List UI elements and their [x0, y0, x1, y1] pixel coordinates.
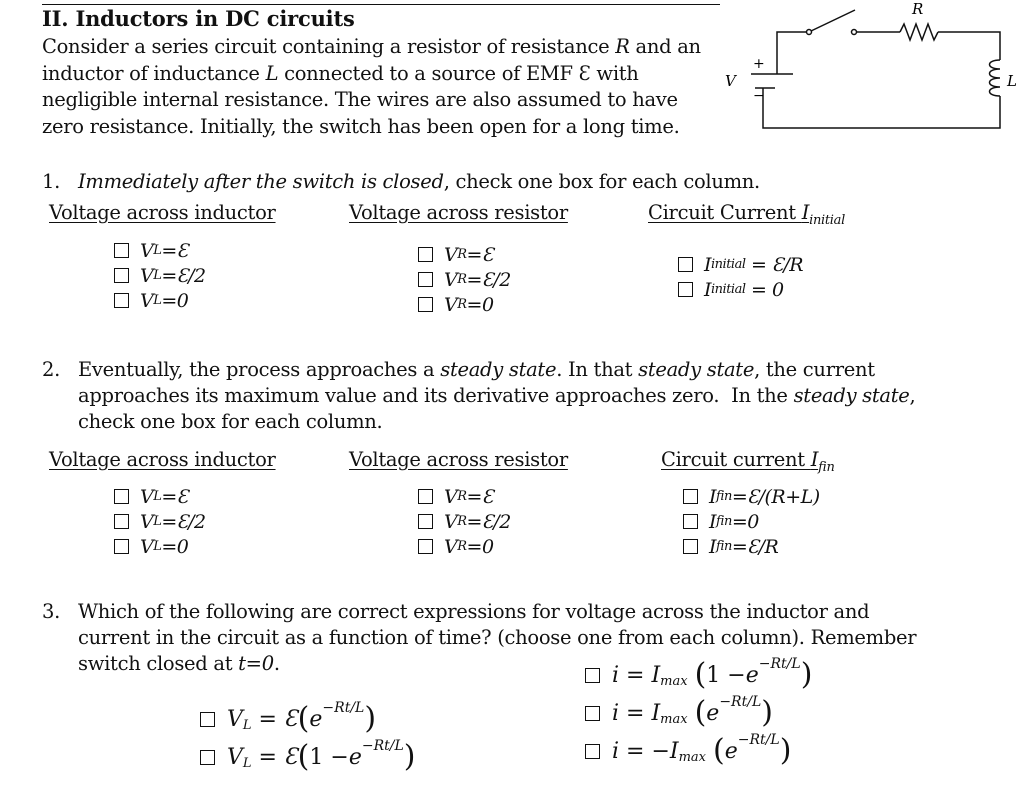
q1-col-inductor-heading: Voltage across inductor	[49, 201, 276, 224]
q1-current-options	[678, 252, 803, 302]
plus-sign: +	[753, 56, 765, 72]
q3-voltage-options	[200, 700, 416, 776]
checkbox[interactable]	[114, 293, 129, 308]
q3-line-1: Which of the following are correct expressions for voltage across the inductor and	[78, 600, 870, 623]
q2-vl-half-option[interactable]: V L =Ɛ/2	[114, 509, 206, 534]
source-label: V	[725, 72, 736, 90]
q2-vr-half-option[interactable]: V R =Ɛ/2	[418, 509, 511, 534]
checkbox[interactable]	[200, 750, 215, 765]
question-1-text	[78, 169, 760, 195]
question-3-number: 3.	[42, 600, 61, 623]
q2-resistor-options	[418, 484, 511, 559]
q3-current-options	[585, 656, 812, 770]
question-1	[42, 169, 1002, 199]
intro-line-1: Consider a series circuit containing a resistor of resistance R and an	[42, 35, 701, 58]
question-3	[42, 599, 1002, 679]
intro-line-4: zero resistance. Initially, the switch has been open for a long time.	[42, 114, 680, 138]
intro-paragraph	[42, 34, 712, 140]
q1-col-resistor-heading: Voltage across resistor	[349, 201, 568, 224]
q1-vr-half-option[interactable]: V R =Ɛ/2	[418, 267, 511, 292]
checkbox[interactable]	[585, 668, 600, 683]
q1-resistor-options	[418, 242, 511, 317]
wire-top-right	[938, 32, 1000, 60]
checkbox[interactable]	[678, 282, 693, 297]
q1-rest: , check one box for each column.	[443, 170, 760, 193]
checkbox[interactable]	[200, 712, 215, 727]
q1-vl-e-option[interactable]: V L =Ɛ	[114, 238, 206, 263]
q2-col-inductor-heading: Voltage across inductor	[49, 448, 276, 471]
top-rule	[42, 4, 720, 5]
q1-i-e-over-r-option[interactable]: I initial = Ɛ/R	[678, 252, 803, 277]
q3-line-3: switch closed at t=0.	[78, 652, 280, 675]
checkbox[interactable]	[418, 247, 433, 262]
q2-current-options	[683, 484, 820, 559]
checkbox[interactable]	[418, 272, 433, 287]
checkbox[interactable]	[683, 539, 698, 554]
inductor-coil	[990, 60, 1001, 96]
q3-i-decay-option[interactable]: i = I max ( e −Rt/L )	[585, 694, 812, 732]
switch-blade	[811, 10, 855, 31]
wire-bottom	[763, 96, 1000, 128]
q2-col-resistor-heading: Voltage across resistor	[349, 448, 568, 471]
q2-inductor-options	[114, 484, 206, 559]
resistor-label: R	[912, 0, 924, 18]
checkbox[interactable]	[418, 297, 433, 312]
question-2-text	[78, 357, 915, 435]
q3-i-negative-decay-option[interactable]: i = −I max ( e −Rt/L )	[585, 732, 812, 770]
wire-top-left	[777, 32, 807, 60]
checkbox[interactable]	[585, 706, 600, 721]
checkbox[interactable]	[418, 514, 433, 529]
checkbox[interactable]	[418, 489, 433, 504]
checkbox[interactable]	[678, 257, 693, 272]
q2-vr-e-option[interactable]: V R =Ɛ	[418, 484, 511, 509]
q1-vl-half-option[interactable]: V L =Ɛ/2	[114, 263, 206, 288]
q1-italic-phrase: Immediately after the switch is closed	[78, 170, 444, 193]
resistor-zigzag	[900, 24, 938, 40]
checkbox[interactable]	[114, 243, 129, 258]
inductor-label: L	[1007, 72, 1017, 90]
intro-line-2: inductor of inductance L connected to a source of EMF Ɛ with	[42, 61, 639, 85]
section-title: II. Inductors in DC circuits	[42, 6, 355, 31]
q2-ifin-zero-option[interactable]: I fin =0	[683, 509, 820, 534]
q1-vr-zero-option[interactable]: V R =0	[418, 292, 511, 317]
q2-vr-zero-option[interactable]: V R =0	[418, 534, 511, 559]
question-1-number: 1.	[42, 170, 61, 193]
rl-circuit-diagram	[715, 0, 1015, 140]
question-2-number: 2.	[42, 358, 61, 381]
minus-sign: −	[753, 88, 765, 104]
q1-i-zero-option[interactable]: I initial = 0	[678, 277, 803, 302]
checkbox[interactable]	[683, 514, 698, 529]
checkbox[interactable]	[683, 489, 698, 504]
q2-line-1: Eventually, the process approaches a steady state. In that steady state, the current	[78, 358, 875, 381]
q3-vl-decay-option[interactable]: V L = Ɛ ( e −Rt/L )	[200, 700, 416, 738]
question-2	[42, 357, 1002, 437]
q2-line-3: check one box for each column.	[78, 410, 383, 433]
checkbox[interactable]	[418, 539, 433, 554]
q2-line-2: approaches its maximum value and its derivative approaches zero. In the steady state,	[78, 384, 916, 407]
q2-col-current-heading: Circuit current $I_{fin}$	[661, 448, 835, 475]
q2-ifin-e-over-r-option[interactable]: I fin =Ɛ/R	[683, 534, 820, 559]
checkbox[interactable]	[114, 514, 129, 529]
checkbox[interactable]	[114, 539, 129, 554]
q2-vl-e-option[interactable]: V L =Ɛ	[114, 484, 206, 509]
q1-inductor-options	[114, 238, 206, 313]
q2-ifin-e-over-rl-option[interactable]: I fin =Ɛ/(R+L)	[683, 484, 820, 509]
switch-pivot	[807, 30, 812, 35]
checkbox[interactable]	[585, 744, 600, 759]
q1-vl-zero-option[interactable]: V L =0	[114, 288, 206, 313]
q1-vr-e-option[interactable]: V R =Ɛ	[418, 242, 511, 267]
q1-col-current-heading: Circuit Current $I_{initial}$	[648, 201, 845, 228]
q2-vl-zero-option[interactable]: V L =0	[114, 534, 206, 559]
checkbox[interactable]	[114, 489, 129, 504]
switch-contact	[852, 30, 857, 35]
checkbox[interactable]	[114, 268, 129, 283]
intro-line-3: negligible internal resistance. The wires are also assumed to have	[42, 88, 678, 111]
q3-line-2: current in the circuit as a function of time? (choose one from each column). Remember	[78, 626, 917, 649]
q3-vl-growth-option[interactable]: V L = Ɛ ( 1 − e −Rt/L )	[200, 738, 416, 776]
q3-i-growth-option[interactable]: i = I max ( 1 − e −Rt/L )	[585, 656, 812, 694]
